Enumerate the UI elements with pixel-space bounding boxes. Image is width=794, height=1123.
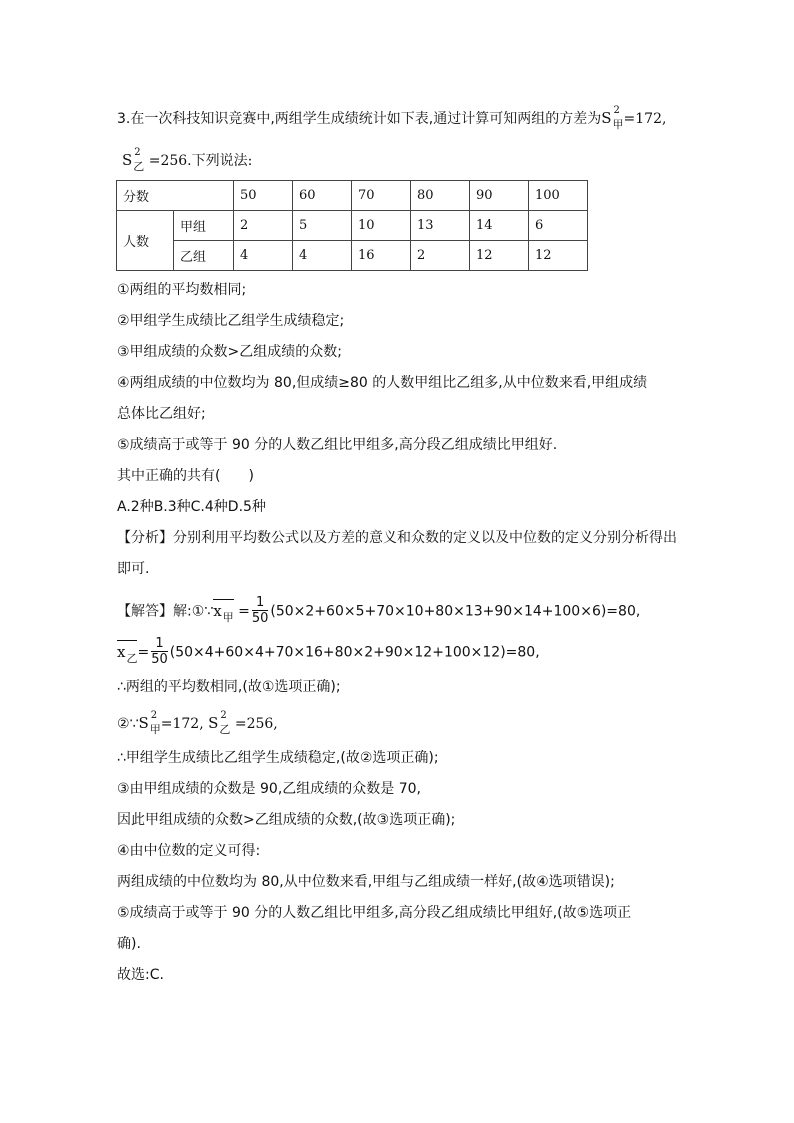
statement-4-line-2: 总体比乙组好; (117, 406, 206, 422)
variance-symbol-yi: S 2乙 (208, 710, 231, 736)
table-header-cell: 80 (411, 181, 470, 211)
fraction: $\frac{1}{50}$ (151, 636, 168, 667)
high-score-line-2: 确). (117, 936, 141, 952)
table-cell: 16 (352, 241, 411, 271)
solution-mean-jia (117, 596, 640, 627)
table-row (117, 211, 588, 241)
question-line-1 (117, 105, 667, 131)
statement-5: ⑤成绩高于或等于 90 分的人数乙组比甲组多,高分段乙组成绩比甲组好. (117, 437, 558, 453)
final-answer: 故选:C. (117, 967, 164, 983)
table-row (117, 181, 588, 211)
statement-3: ③甲组成绩的众数>乙组成绩的众数; (117, 344, 342, 360)
score-table (116, 180, 588, 271)
variance-symbol-jia: S 2甲 (138, 710, 161, 736)
table-row-label: 乙组 (174, 241, 234, 271)
question-text: 3.在一次科技知识竞赛中,两组学生成绩统计如下表,通过计算可知两组的方差为 (117, 111, 602, 127)
table-header-label: 分数 (117, 181, 234, 211)
question-prompt: 其中正确的共有( ) (117, 468, 254, 484)
analysis-line-1: 【分析】分别利用平均数公式以及方差的意义和众数的定义以及中位数的定义分别分析得出 (117, 530, 677, 546)
median-line-2: 两组成绩的中位数均为 80,从中位数来看,甲组与乙组成绩一样好,(故④选项错误); (117, 874, 615, 890)
high-score-line-1: ⑤成绩高于或等于 90 分的人数乙组比甲组多,高分段乙组成绩比甲组好,(故⑤选项正 (117, 905, 632, 921)
mean-calc-yi: (50×4+60×4+70×16+80×2+90×12+100×12)=80, (169, 644, 540, 661)
table-cell: 4 (293, 241, 352, 271)
statement-1: ①两组的平均数相同; (117, 282, 247, 298)
solution-variance: ②∵S 2甲=172, S 2乙 =256, (117, 710, 278, 736)
mean-symbol-jia: x甲 (213, 599, 233, 623)
solution-intro: 【解答】解:①∵ (117, 603, 214, 620)
variance-value-yi: =256.下列说法: (148, 153, 253, 169)
mode-line-2: 因此甲组成绩的众数>乙组成绩的众数,(故③选项正确); (117, 812, 456, 828)
table-row-label: 甲组 (174, 211, 234, 241)
variance-symbol-yi: S 2乙 (122, 147, 145, 173)
table-header-cell: 90 (470, 181, 529, 211)
fraction: $\frac{1}{50}$ (251, 595, 269, 626)
table-row-group-label: 人数 (117, 211, 174, 271)
statement-2: ②甲组学生成绩比乙组学生成绩稳定; (117, 313, 345, 329)
table-cell: 14 (470, 211, 529, 241)
mean-calc-jia: (50×2+60×5+70×10+80×13+90×14+100×6)=80, (270, 603, 641, 620)
table-cell: 12 (470, 241, 529, 271)
variance-value-jia: =172, (623, 111, 667, 127)
conclusion-1: ∴两组的平均数相同,(故①选项正确); (117, 679, 341, 695)
median-line-1: ④由中位数的定义可得: (117, 843, 261, 859)
table-cell: 5 (293, 211, 352, 241)
mean-symbol-yi: x乙 (117, 640, 137, 664)
variance-symbol-jia: S 2甲 (601, 105, 624, 131)
equals-sign: = (137, 644, 150, 661)
conclusion-2: ∴甲组学生成绩比乙组学生成绩稳定,(故②选项正确); (117, 750, 439, 766)
statement-4-line-1: ④两组成绩的中位数均为 80,但成绩≥80 的人数甲组比乙组多,从中位数来看,甲组成绩 (117, 375, 648, 391)
table-cell: 12 (529, 241, 588, 271)
table-header-cell: 60 (293, 181, 352, 211)
table-cell: 6 (529, 211, 588, 241)
answer-options: A.2种B.3种C.4种D.5种 (117, 499, 266, 515)
mode-line-1: ③由甲组成绩的众数是 90,乙组成绩的众数是 70, (117, 781, 421, 797)
table-header-cell: 100 (529, 181, 588, 211)
table-cell: 4 (234, 241, 293, 271)
analysis-line-2: 即可. (117, 561, 150, 577)
table-cell: 2 (411, 241, 470, 271)
solution-mean-yi (117, 637, 540, 668)
table-header-cell: 50 (234, 181, 293, 211)
table-header-cell: 70 (352, 181, 411, 211)
table-cell: 10 (352, 211, 411, 241)
table-cell: 13 (411, 211, 470, 241)
table-row (117, 241, 588, 271)
question-line-2 (122, 147, 253, 173)
equals-sign: = (238, 603, 250, 620)
table-cell: 2 (234, 211, 293, 241)
